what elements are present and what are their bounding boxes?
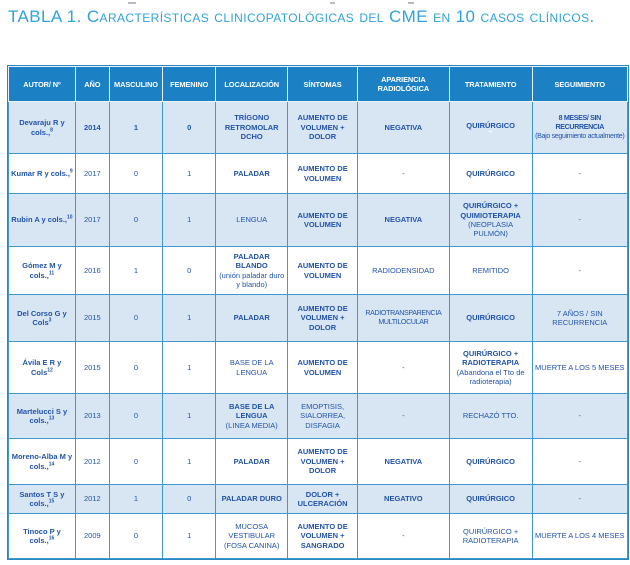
cell-main-text: Rubin A y cols.,$^{10}$	[11, 214, 73, 225]
cell-sub-text: (Abandona el Tto de radioterapia)	[456, 367, 525, 386]
table-cell	[532, 247, 627, 295]
cell-main-text: Del Corso G y Cols$^3$	[17, 308, 67, 327]
cell-main-text: 0	[187, 494, 192, 504]
cell-main-text: 0	[133, 215, 139, 225]
table-cell	[75, 154, 109, 194]
table-cell	[9, 514, 76, 559]
cell-main-text: AUMENTO DE VOLUMEN	[297, 261, 348, 280]
table-row	[9, 394, 628, 439]
cell-main-text: QUIRÚRGICO + RADIOTERAPIA	[462, 348, 520, 368]
table-cell	[109, 295, 162, 342]
table-cell	[449, 247, 532, 295]
table-cell	[163, 485, 216, 514]
cell-main-text: PALADAR	[233, 456, 270, 466]
table-cell	[216, 342, 288, 394]
table-cell	[163, 154, 216, 194]
table-cell	[163, 194, 216, 247]
clinical-cases-table	[8, 66, 628, 559]
reference-superscript: 3	[48, 317, 52, 324]
table-cell	[532, 154, 627, 194]
table-cell	[109, 154, 162, 194]
cell-main-text: 2012	[84, 456, 101, 466]
cell-main-text: Kumar R y cols.,$^9$	[11, 168, 73, 178]
cell-main-text: AUMENTO DE VOLUMEN + DOLOR	[297, 113, 348, 142]
cell-main-text: 7 AÑOS / SIN RECURRENCIA	[552, 308, 608, 327]
cell-main-text: 2014	[84, 122, 101, 132]
table-cell	[449, 194, 532, 247]
cell-main-text: Gómez M y cols.,$^{11}$	[22, 261, 62, 280]
cell-main-text: RECHAZÓ TTO.	[462, 411, 519, 421]
cell-main-text: AUMENTO DE VOLUMEN	[297, 210, 348, 229]
cell-main-text: QUIRÚRGICO	[466, 120, 515, 130]
table-cell	[532, 295, 627, 342]
table-cell	[288, 295, 358, 342]
cell-main-text: Ávila E R y Cols$^{12}$	[22, 358, 62, 377]
table-cell	[532, 194, 627, 247]
cell-main-text: 2012	[84, 494, 101, 504]
cell-main-text: 0	[133, 456, 139, 466]
cell-main-text: QUIRÚRGICO + RADIOTERAPIA	[462, 526, 519, 545]
white-dash-artifact: –	[488, 127, 493, 137]
cell-main-text: PALADAR DURO	[221, 494, 282, 504]
header-cell: SÍNTOMAS	[288, 67, 358, 102]
reference-superscript: 16	[48, 535, 55, 542]
cell-main-text: 1	[187, 531, 192, 541]
cell-main-text: 1	[187, 411, 192, 421]
cell-main-text: EMOPTISIS, SIALORREA, DISFAGIA	[300, 401, 346, 430]
table-cell	[9, 394, 76, 439]
cell-sub-text: (unión paladar duro y blando)	[219, 270, 285, 289]
table-cell	[163, 247, 216, 295]
cell-main-text: LENGUA	[236, 215, 268, 225]
table-cell	[109, 194, 162, 247]
cell-main-text: BASE DE LA LENGUA	[229, 401, 275, 421]
table-cell	[75, 247, 109, 295]
cell-main-text: 0	[187, 122, 192, 132]
cell-main-text: PALADAR BLANDO	[233, 251, 270, 271]
cell-main-text: 0	[133, 168, 139, 178]
header-cell: SEGUIMIENTO	[532, 67, 627, 102]
cell-main-text: MUCOSA VESTIBULAR	[228, 521, 276, 541]
table-cell	[216, 247, 288, 295]
cell-main-text: 8 MESES/ SIN RECURRENCIA	[555, 114, 605, 132]
table-cell	[9, 342, 76, 394]
cell-main-text: 0	[133, 411, 139, 421]
cell-main-text: RADIODENSIDAD	[372, 265, 435, 275]
table-cell	[9, 295, 76, 342]
header-cell: TRATAMIENTO	[449, 67, 532, 102]
header-cell: AUTOR/ Nº	[9, 67, 76, 102]
cell-main-text: QUIRÚRGICO + QUIMIOTERAPIA	[460, 201, 521, 220]
table-cell	[288, 342, 358, 394]
table-cell	[358, 295, 450, 342]
cell-main-text: 1	[187, 362, 192, 372]
table-cell	[288, 247, 358, 295]
table-cell	[9, 194, 76, 247]
table-cell	[75, 394, 109, 439]
table-cell	[75, 342, 109, 394]
cell-main-text: 2013	[84, 411, 101, 421]
header-cell: AÑO	[75, 67, 109, 102]
table-cell	[163, 295, 216, 342]
table-cell	[449, 394, 532, 439]
table-cell	[358, 102, 450, 154]
cell-main-text: Santos T S y cols.,$^{15}$	[19, 489, 65, 508]
cell-main-text: QUIRÚRGICO	[466, 168, 515, 178]
cell-main-text: QUIRÚRGICO	[466, 313, 515, 323]
table-cell	[358, 439, 450, 485]
table-cell	[109, 439, 162, 485]
cell-main-text: PALADAR	[233, 313, 270, 323]
cell-main-text: 2017	[84, 168, 101, 178]
table-cell	[216, 514, 288, 559]
cell-main-text: 2009	[84, 531, 101, 541]
cell-main-text: DOLOR + ULCERACIÓN	[297, 489, 348, 508]
cropped-text-artifact	[0, 0, 630, 5]
table-cell	[75, 439, 109, 485]
table-row	[9, 194, 628, 247]
table-row	[9, 154, 628, 194]
cell-main-text: AUMENTO DE VOLUMEN + DOLOR	[297, 447, 348, 476]
cell-main-text: MUERTE A LOS 5 MESES	[535, 362, 625, 372]
table-row	[9, 342, 628, 394]
cell-main-text: -	[578, 456, 582, 466]
table-cell	[75, 102, 109, 154]
reference-superscript: 14	[48, 461, 55, 467]
cell-main-text: QUIRÚRGICO	[466, 494, 515, 504]
cell-main-text: 0	[133, 531, 139, 541]
cell-main-text: QUIRÚRGICO	[466, 456, 515, 466]
table-cell	[163, 514, 216, 559]
table-cell	[109, 342, 162, 394]
header-cell: LOCALIZACIÓN	[216, 67, 288, 102]
table-cell	[216, 154, 288, 194]
cell-main-text: 1	[187, 215, 192, 225]
header-row	[9, 67, 628, 102]
cell-main-text: NEGATIVA	[384, 122, 423, 132]
table-body	[9, 102, 628, 559]
table-cell	[216, 102, 288, 154]
cell-main-text: 2017	[84, 215, 101, 225]
table-cell	[449, 514, 532, 559]
table-cell	[9, 485, 76, 514]
table-cell	[288, 439, 358, 485]
cell-main-text: NEGATIVA	[384, 456, 423, 466]
cell-main-text: NEGATIVA	[384, 215, 423, 225]
reference-superscript: 10	[66, 214, 73, 221]
table-cell	[9, 247, 76, 295]
table-cell	[288, 194, 358, 247]
cell-main-text: 2015	[84, 313, 101, 323]
table-row	[9, 295, 628, 342]
table-title: TABLA 1. Características clinicopatológicas del CME en 10 casos clínicos.	[8, 7, 595, 26]
cell-main-text: 0	[187, 265, 192, 275]
table-cell	[75, 514, 109, 559]
table-cell	[288, 485, 358, 514]
cell-main-text: 0	[133, 313, 139, 323]
cell-main-text: Martelucci S y cols.,$^{13}$	[16, 406, 68, 425]
table-cell	[532, 485, 627, 514]
cell-main-text: REMITIDO	[472, 265, 509, 275]
table-cell	[449, 102, 532, 154]
cell-main-text: 1	[187, 168, 192, 178]
table-cell	[358, 485, 450, 514]
table-cell	[163, 439, 216, 485]
table-row	[9, 247, 628, 295]
table-cell	[109, 394, 162, 439]
cell-main-text: 2015	[84, 362, 101, 372]
header-cell: APARIENCIA RADIOLÓGICA	[358, 67, 450, 102]
cell-main-text: -	[578, 411, 582, 421]
cell-main-text: 1	[133, 494, 139, 504]
cell-main-text: -	[402, 168, 405, 178]
cell-main-text: RADIOTRANSPARENCIA MULTILOCULAR	[365, 309, 442, 326]
table-cell	[163, 342, 216, 394]
table-cell	[449, 295, 532, 342]
table-cell	[532, 394, 627, 439]
cell-main-text: Moreno-Alba M y cols.,$^{14}$	[11, 452, 73, 471]
cell-main-text: PALADAR	[233, 168, 270, 178]
table-cell	[288, 154, 358, 194]
table-row	[9, 514, 628, 559]
cell-main-text: -	[578, 265, 582, 275]
cell-main-text: -	[402, 411, 405, 421]
table-cell	[9, 154, 76, 194]
cell-sub-text: (Bajo seguimiento actualmente)	[535, 131, 625, 140]
table-cell	[532, 102, 627, 154]
table-cell	[216, 485, 288, 514]
reference-superscript: 8	[50, 127, 53, 133]
cell-main-text: Tinoco P y cols.,$^{16}$	[23, 526, 61, 545]
cell-main-text: -	[578, 494, 582, 504]
table-row	[9, 485, 628, 514]
table-cell	[216, 194, 288, 247]
cell-main-text: AUMENTO DE VOLUMEN	[297, 358, 348, 377]
table-cell	[358, 247, 450, 295]
table-cell	[216, 394, 288, 439]
cell-main-text: Devaraju R y cols.,$^8$	[19, 118, 65, 137]
table-cell	[358, 394, 450, 439]
cell-main-text: 1	[187, 456, 192, 466]
cell-main-text: 1	[133, 122, 139, 132]
reference-superscript: 9	[69, 168, 73, 175]
table-cell	[288, 102, 358, 154]
cell-main-text: 2016	[84, 265, 101, 275]
table-cell	[9, 102, 76, 154]
table-cell	[449, 342, 532, 394]
table-cell	[75, 295, 109, 342]
table-cell	[163, 102, 216, 154]
reference-superscript: 15	[48, 498, 55, 505]
table-cell	[358, 154, 450, 194]
cell-main-text: -	[578, 215, 582, 225]
reference-superscript: 11	[48, 270, 55, 276]
cell-main-text: -	[402, 362, 405, 372]
cell-sub-text: (LINEA MEDIA)	[225, 420, 278, 430]
table-row	[9, 439, 628, 485]
cell-main-text: 1	[187, 313, 192, 323]
reference-superscript: 12	[47, 367, 53, 373]
cell-main-text: BASE DE LA LENGUA	[229, 358, 274, 377]
table-cell	[288, 394, 358, 439]
table-cell	[109, 247, 162, 295]
table-cell	[163, 394, 216, 439]
cell-main-text: AUMENTO DE VOLUMEN + SANGRADO	[297, 521, 348, 550]
table-cell	[449, 485, 532, 514]
cell-main-text: -	[578, 168, 582, 178]
table-cell	[9, 439, 76, 485]
table-cell	[532, 342, 627, 394]
cell-sub-text: (FOSA CANINA)	[223, 540, 280, 550]
table-cell	[358, 342, 450, 394]
cell-main-text: -	[402, 531, 405, 541]
header-cell: FEMENINO	[163, 67, 216, 102]
table-cell	[75, 194, 109, 247]
cell-main-text: TRÍGONO RETROMOLAR DCHO	[224, 113, 279, 142]
cell-main-text: NEGATIVO	[384, 494, 423, 504]
cell-sub-text: (NEOPLASIA PULMÓN)	[468, 220, 514, 239]
table-cell	[532, 439, 627, 485]
header-cell: MASCULINO	[109, 67, 162, 102]
table-cell	[449, 439, 532, 485]
cell-main-text: 1	[133, 265, 139, 275]
cell-main-text: MUERTE A LOS 4 MESES	[535, 531, 625, 541]
table-cell	[109, 514, 162, 559]
reference-superscript: 13	[48, 415, 55, 422]
table-cell	[75, 485, 109, 514]
cell-main-text: AUMENTO DE VOLUMEN + DOLOR	[297, 303, 348, 332]
table-cell	[109, 485, 162, 514]
table-cell	[216, 439, 288, 485]
table-cell	[288, 514, 358, 559]
cell-main-text: 0	[133, 362, 139, 372]
table-cell	[449, 154, 532, 194]
table-row	[9, 102, 628, 154]
cell-main-text: AUMENTO DE VOLUMEN	[297, 164, 348, 183]
table-cell	[532, 514, 627, 559]
table-cell	[109, 102, 162, 154]
table-cell	[358, 514, 450, 559]
table-cell	[358, 194, 450, 247]
table-cell	[216, 295, 288, 342]
